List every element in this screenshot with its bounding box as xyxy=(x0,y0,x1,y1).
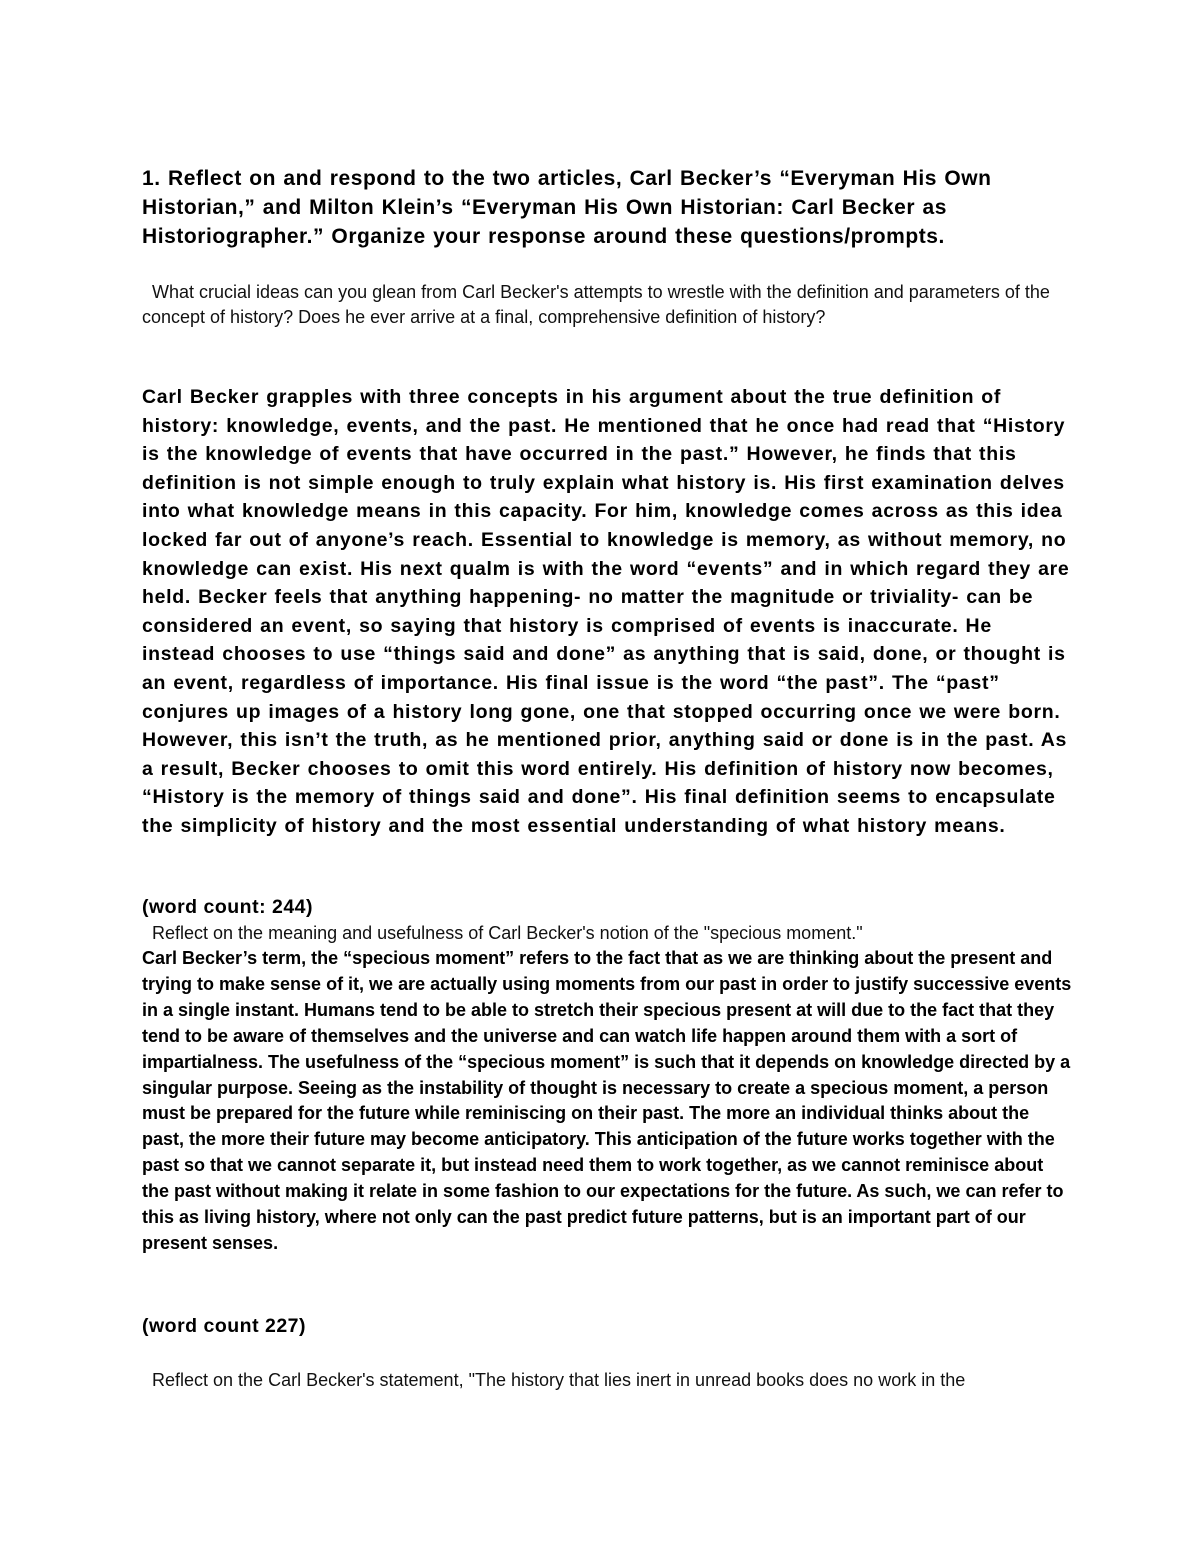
prompt-1: What crucial ideas can you glean from Carl Becker's attempts to wrestle with the definition and parameters of the concept of history? Does he ever arrive at a final, comprehensive definition of history? xyxy=(142,282,1050,327)
assignment-heading: 1. Reflect on and respond to the two articles, Carl Becker’s “Everyman His Own Historian,” and Milton Klein’s “Everyman His Own Historian: Carl Becker as Historiographer.” Organize your response around these questions/prompts. xyxy=(142,167,992,248)
prompt-3: Reflect on the Carl Becker's statement, "The history that lies inert in unread books does no work in the xyxy=(152,1370,966,1390)
prompt-2: Reflect on the meaning and usefulness of Carl Becker's notion of the "specious moment." xyxy=(152,923,863,943)
word-count-1: (word count: 244) xyxy=(142,896,314,918)
answer-2: Carl Becker’s term, the “specious moment” refers to the fact that as we are thinking about the present and trying to make sense of it, we are actually using moments from our past in order to justify successive events in a single instant. Humans tend to be able to stretch their specious present at will due to the fact that they tend to be aware of themselves and the universe and can watch life happen around them with a sort of impartialness. The usefulness of the “specious moment” is such that it depends on knowledge directed by a singular purpose. Seeing as the instability of thought is necessary to create a specious moment, a person must be prepared for the future while reminiscing on their past. The more an individual thinks about the past, the more their future may become anticipatory. This anticipation of the future works together with the past so that we cannot separate it, but instead need them to work together, as we cannot reminisce about the past without making it relate in some fashion to our expectations for the future. As such, we can refer to this as living history, where not only can the past predict future patterns, but is an important part of our present senses. xyxy=(142,948,1072,1253)
word-count-2: (word count 227) xyxy=(142,1315,307,1337)
answer-1: Carl Becker grapples with three concepts in his argument about the true definition of history: knowledge, events, and the past. He mentioned that he once had read that “History is the knowledge of events that have occurred in the past.” However, he finds that this definition is not simple enough to truly explain what history is. His first examination delves into what knowledge means in this capacity. For him, knowledge comes across as this idea locked far out of anyone’s reach. Essential to knowledge is memory, as without memory, no knowledge can exist. His next qualm is with the word “events” and in which regard they are held. Becker feels that anything happening- no matter the magnitude or triviality- can be considered an event, so saying that history is comprised of events is inaccurate. He instead chooses to use “things said and done” as anything that is said, done, or thought is an event, regardless of importance. His final issue is the word “the past”. The “past” conjures up images of a history long gone, one that stopped occurring once we were born. However, this isn’t the truth, as he mentioned prior, anything said or done is in the past. As a result, Becker chooses to omit this word entirely. His definition of history now becomes, “History is the memory of things said and done”. His final definition seems to encapsulate the simplicity of history and the most essential understanding of what history means. xyxy=(142,386,1070,837)
